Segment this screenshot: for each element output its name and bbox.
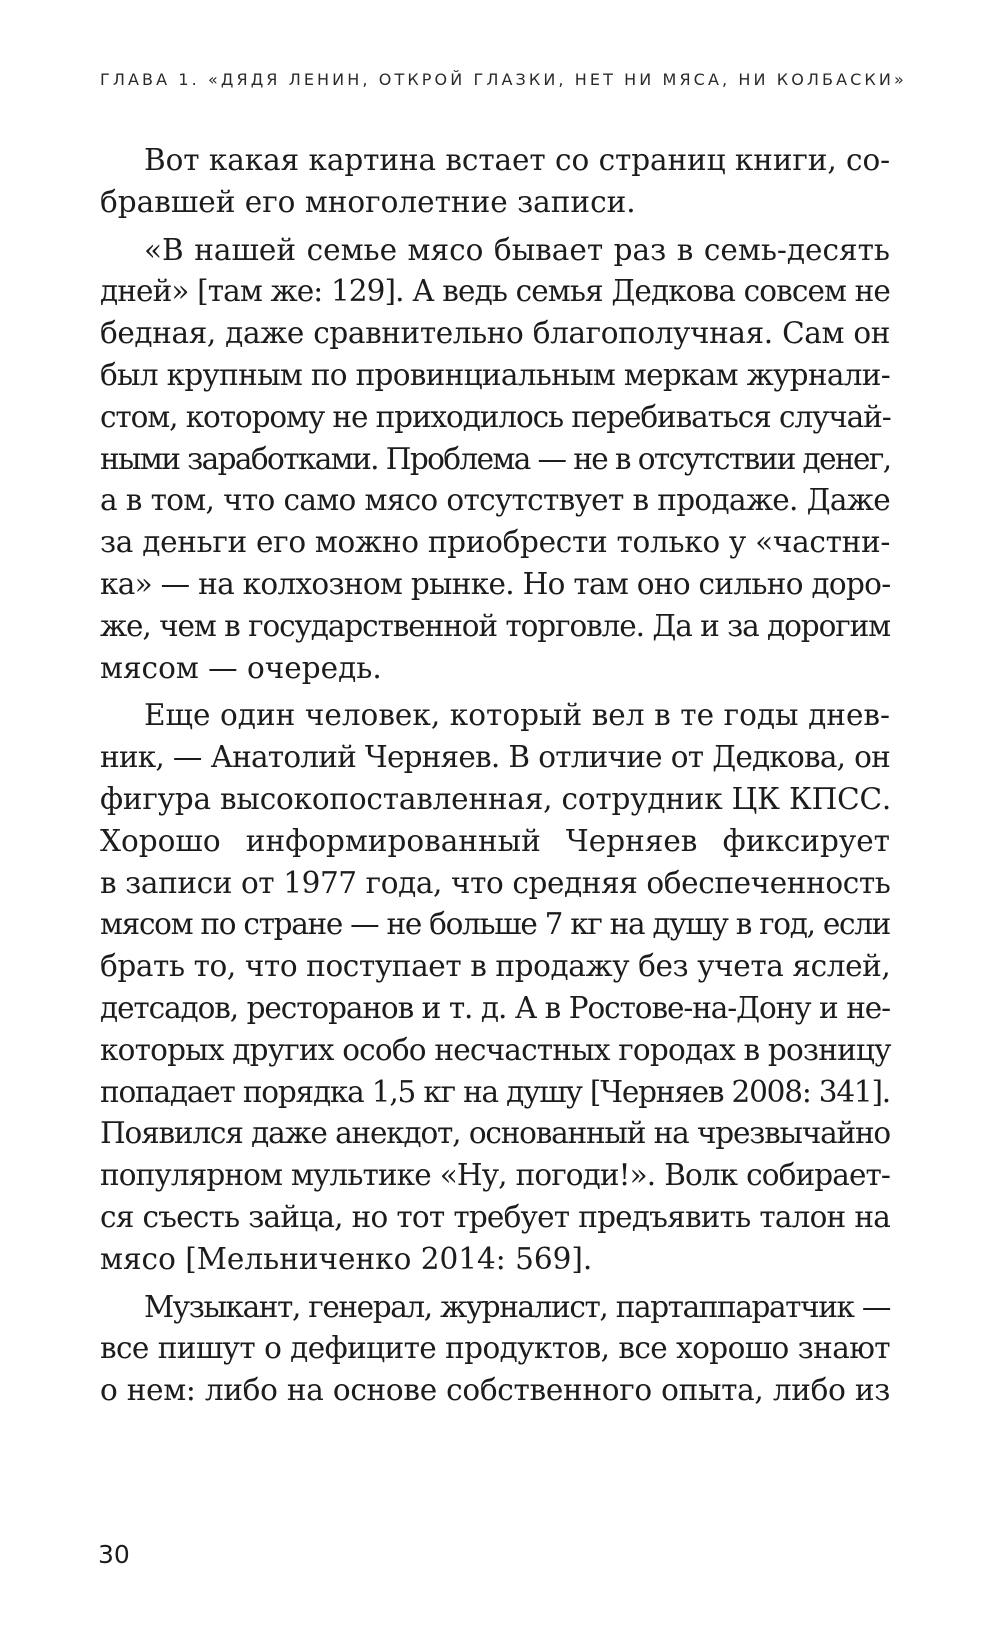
text-line: был крупным по провинциальным меркам журнали-: [100, 357, 890, 392]
text-line: фигура высокопоставленная, сотрудник ЦК КПСС.: [100, 781, 892, 816]
paragraph-4: [100, 1287, 890, 1412]
text-line: популярном мультике «Ну, погоди!». Волк собирает-: [100, 1158, 890, 1193]
text-line: Появился даже анекдот, основанный на чрезвычайно: [100, 1116, 890, 1151]
text-line: ся съесть зайца, но тот требует предъявить талон на: [100, 1199, 890, 1234]
text-line: мясом по стране — не больше 7 кг на душу в год, если: [100, 907, 890, 942]
text-line: Еще один человек, который вел в те годы днев-: [144, 698, 890, 733]
text-line: же, чем в государственной торговле. Да и за дорогим: [100, 608, 890, 643]
text-line: ник, — Анатолий Черняев. В отличие от Дедкова, он: [100, 740, 890, 775]
body-text: [100, 140, 890, 1418]
text-line: Вот какая картина встает со страниц книги, со-: [144, 143, 890, 177]
text-line: Музыкант, генерал, журналист, партаппаратчик —: [144, 1289, 890, 1324]
text-line: ка» — на колхозном рынке. Но там оно сильно доро-: [100, 566, 891, 601]
text-line: мясо [Мельниченко 2014: 569].: [100, 1241, 593, 1276]
text-line: бравшей его многолетние записи.: [100, 184, 636, 219]
text-line: Хорошо информированный Черняев фиксирует: [100, 823, 890, 858]
running-head: ГЛАВА 1. «ДЯДЯ ЛЕНИН, ОТКРОЙ ГЛАЗКИ, НЕТ НИ МЯСА, НИ КОЛБАСКИ»: [100, 70, 907, 89]
text-line: за деньги его можно приобрести только у «частни-: [100, 525, 890, 560]
paragraph-3: [100, 695, 890, 1280]
text-line: которых других особо несчастных городах в розницу: [100, 1032, 891, 1067]
page-number: 30: [98, 1540, 130, 1569]
text-line: мясом — очередь.: [100, 650, 382, 685]
paragraph-1: [100, 140, 890, 224]
text-line: детсадов, ресторанов и т. д. А в Ростове-на-Дону и не-: [100, 990, 890, 1025]
paragraph-2: [100, 230, 890, 690]
text-line: бедная, даже сравнительно благополучная. Сам он: [100, 316, 890, 351]
text-line: попадает порядка 1,5 кг на душу [Черняев 2008: 341].: [100, 1074, 890, 1109]
text-line: дней» [там же: 129]. А ведь семья Дедкова совсем не: [100, 274, 890, 309]
text-line: все пишут о дефиците продуктов, все хорошо знают: [100, 1331, 890, 1366]
text-line: ными заработками. Проблема — не в отсутствии денег,: [100, 441, 891, 476]
text-line: о нем: либо на основе собственного опыта, либо из: [100, 1373, 890, 1408]
text-line: а в том, что само мясо отсутствует в продаже. Даже: [100, 483, 890, 518]
text-line: «В нашей семье мясо бывает раз в семь-десять: [144, 232, 890, 267]
text-line: в записи от 1977 года, что средняя обеспеченность: [100, 865, 891, 900]
text-line: стом, которому не приходилось перебиваться случай-: [100, 399, 891, 434]
text-line: брать то, что поступает в продажу без учета яслей,: [100, 949, 891, 984]
